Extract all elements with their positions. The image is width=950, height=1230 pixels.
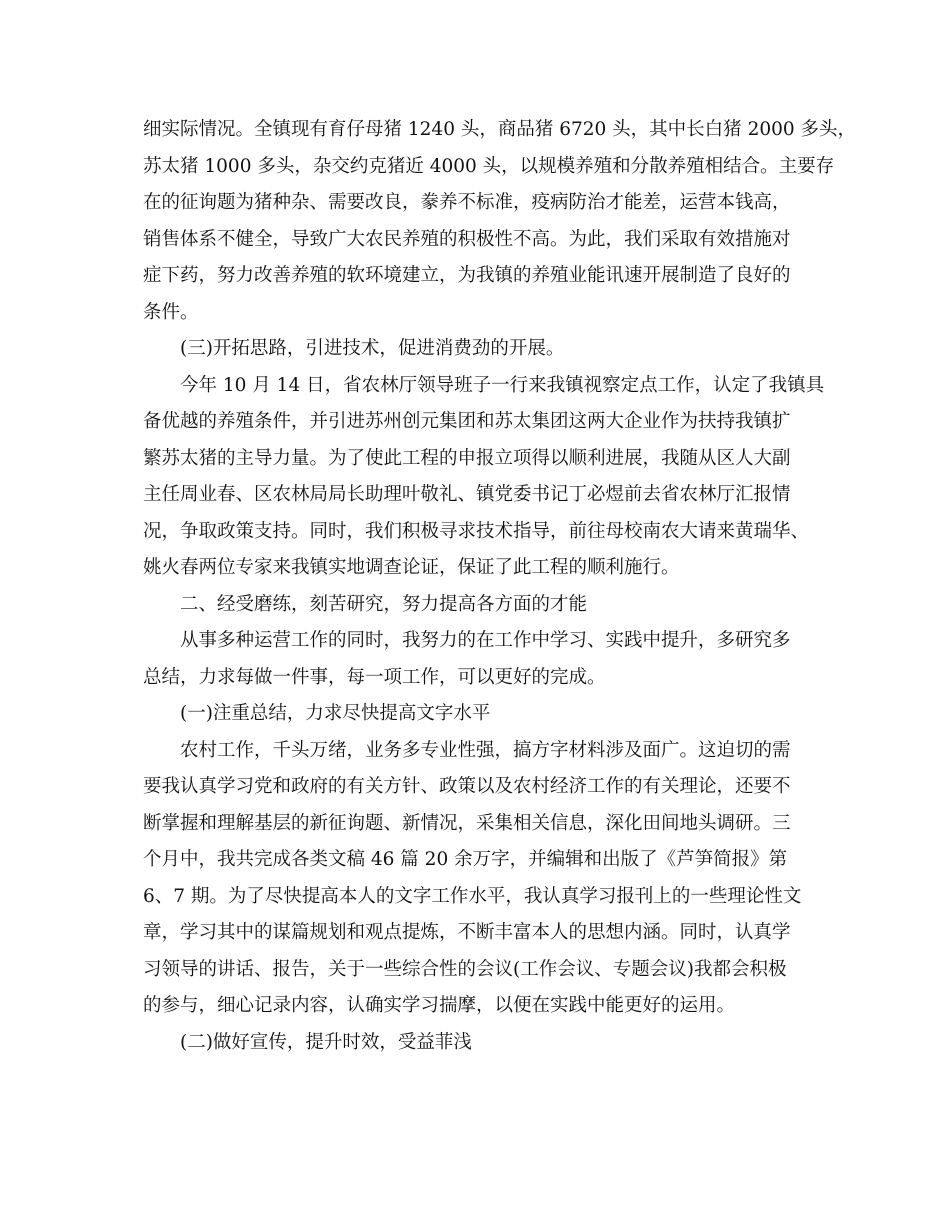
text-line: 况，争取政策支持。同时，我们积极寻求技术指导，前往母校南农大请来黄瑞华、: [143, 520, 810, 542]
document-body: [143, 112, 857, 1061]
text-line: 从事多种运营工作的同时，我努力的在工作中学习、实践中提升，多研究多: [180, 630, 791, 651]
text-line: 的参与，细心记录内容，认确实学习揣摩，以便在实践中能更好的运用。: [143, 995, 736, 1016]
text-line: (二)做好宣传，提升时效，受益菲浅: [180, 1031, 472, 1053]
text-line: 细实际情况。全镇现有育仔母猪 1240 头，商品猪 6720 头，其中长白猪 2000 多头，: [143, 119, 857, 140]
text-line: 总结，力求每做一件事，每一项工作，可以更好的完成。: [143, 666, 606, 688]
text-line: 姚火春两位专家来我镇实地调查论证，保证了此工程的顺利施行。: [143, 557, 680, 578]
text-line: 繁苏太猪的主导力量。为了使此工程的申报立项得以顺利进展，我随从区人大副: [143, 447, 791, 469]
text-line: (三)开拓思路，引进技术，促进消费劲的开展。: [180, 338, 565, 359]
text-line: 农村工作，千头万绪，业务多专业性强，搞方字材料涉及面广。这迫切的需: [180, 739, 791, 761]
text-line: 6、7 期。为了尽快提高本人的文字工作水平，我认真学习报刊上的一些理论性文: [143, 885, 802, 907]
text-line: 销售体系不健全，导致广大农民养殖的积极性不高。为此，我们采取有效措施对: [143, 228, 791, 250]
text-line: 条件。: [143, 301, 199, 323]
text-line: 习领导的讲话、报告，关于一些综合性的会议(工作会议、专题会议)我都会积极: [143, 958, 787, 980]
text-line: 二、经受磨练，刻苦研究，努力提高各方面的才能: [180, 593, 588, 615]
text-line: 备优越的养殖条件，并引进苏州创元集团和苏太集团这两大企业作为扶持我镇扩: [143, 411, 791, 432]
text-line: 在的征询题为猪种杂、需要改良，豢养不标准，疫病防治才能差，运营本钱高，: [143, 192, 791, 213]
text-line: 要我认真学习党和政府的有关方针、政策以及农村经济工作的有关理论，还要不: [143, 776, 791, 797]
text-line: 苏太猪 1000 多头，杂交约克猪近 4000 头，以规模养殖和分散养殖相结合。主要存: [143, 155, 835, 177]
text-line: 今年 10 月 14 日，省农林厅领导班子一行来我镇视察定点工作，认定了我镇具: [180, 374, 825, 396]
text-line: 章，学习其中的谋篇规划和观点提炼，不断丰富本人的思想内涵。同时，认真学: [143, 922, 791, 943]
text-line: (一)注重总结，力求尽快提高文字水平: [180, 703, 491, 724]
text-line: 症下药，努力改善养殖的软环境建立，为我镇的养殖业能讯速开展制造了良好的: [143, 265, 791, 286]
text-line: 个月中，我共完成各类文稿 46 篇 20 余万字，并编辑和出版了《芦笋简报》第: [143, 849, 788, 870]
text-line: 主任周业春、区农林局局长助理叶敬礼、镇党委书记丁必煜前去省农林厅汇报情: [143, 484, 791, 505]
text-line: 断掌握和理解基层的新征询题、新情况，采集相关信息，深化田间地头调研。三: [143, 812, 791, 834]
